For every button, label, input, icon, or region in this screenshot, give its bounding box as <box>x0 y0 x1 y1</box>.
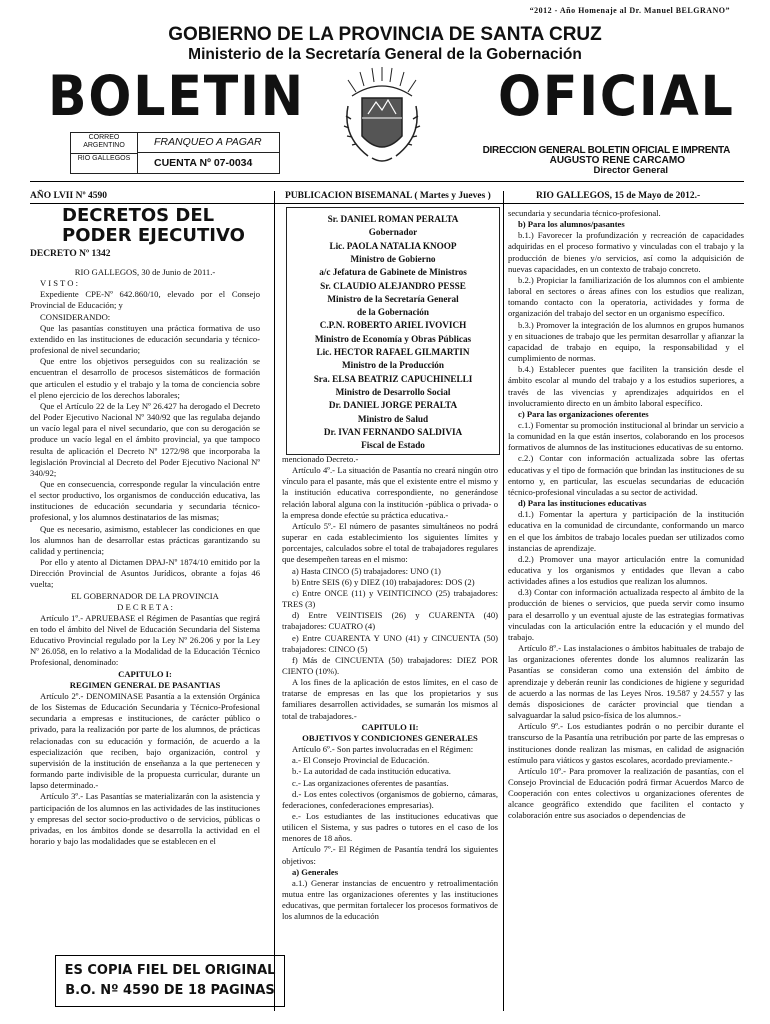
paragraph: b.3.) Promover la integración de los alumnos en grupos humanos y en situaciones de trabajo que les permitan desarrollar y afianzar la capacidad de trabajo en equipo, la responsabilidad y el cumplimiento de normas. <box>508 319 744 364</box>
cuenta-label: CUENTA Nº 07-0034 <box>154 157 253 169</box>
paragraph: Artículo 6º.- Son partes involucradas en el Régimen: <box>292 744 474 755</box>
government-title: GOBIERNO DE LA PROVINCIA DE SANTA CRUZ <box>168 24 602 45</box>
info-rule <box>30 203 744 204</box>
authority-line: Lic. HECTOR RAFAEL GILMARTIN <box>316 347 470 357</box>
paragraph: d.1.) Fomentar la apertura y participación de la institución educativa en la comunidad de circundante, conformando un marco en el que los ámbitos de trabajo locales puedan ser utilizados como instancias de aprendizaje. <box>508 509 744 553</box>
paragraph: c.2.) Contar con información actualizada sobre las ofertas educativas y el tipo de formación que brindan las instituciones de su entorno y, en particular, las escuelas secundarias de educación técnico-profesional vinculadas a su sector de actividad. <box>508 453 744 497</box>
authority-line: Ministro de Desarrollo Social <box>335 386 451 397</box>
paragraph: secundaria y secundaria técnico-profesional. <box>508 208 661 218</box>
coat-of-arms-icon <box>338 66 426 166</box>
column-2-text <box>282 454 498 923</box>
paragraph: b) Para los alumnos/pasantes <box>518 219 625 230</box>
authorities-box <box>286 207 500 455</box>
paragraph: a.- El Consejo Provincial de Educación. <box>292 755 430 766</box>
title-oficial: OFICIAL <box>498 64 735 128</box>
paragraph: CONSIDERANDO: <box>40 311 111 322</box>
paragraph: e.- Los estudiantes de las instituciones educativas que utilicen el Sistema, y sus padres o tutores en el caso de los menores de 18 años. <box>282 811 498 844</box>
paragraph: Por ello y atento al Dictamen DPAJ-Nº 1874/10 emitido por la Dirección Provincial de Asuntos Jurídicos, obrante a fojas 46 vuelta; <box>30 557 260 590</box>
direccion-label: DIRECCION GENERAL BOLETIN OFICIAL E IMPRENTA <box>482 145 730 156</box>
authority-line: Ministro de la Secretaría General <box>327 293 459 304</box>
paragraph: d) Para las instituciones educativas <box>518 498 647 509</box>
column-divider-2 <box>503 191 504 1011</box>
paragraph: CAPITULO II: <box>361 721 419 732</box>
ministry-title: Ministerio de la Secretaría General de la Gobernación <box>188 46 582 63</box>
authority-line: Sr. DANIEL ROMAN PERALTA <box>327 214 459 224</box>
section-title <box>62 206 245 246</box>
paragraph: f) Más de CINCUENTA (50) trabajadores: DIEZ POR CIENTO (10%). <box>282 654 498 676</box>
paragraph: b.2.) Propiciar la familiarización de los alumnos con el ambiente laboral en sectores o áreas afines con los estudios que realizan, tomando contacto con la operatoria, actividades y forma de organización del trabajo del sector en un organismo específico. <box>508 274 744 319</box>
paragraph: Artículo 1º.- APRUEBASE el Régimen de Pasantías que regirá en todo el ámbito del Nivel de Educación Secundaria del Sistema Educativo Provincial regulado por la Ley Nº 26.206 y por la Ley Nº 26.058, en lo relativo a la Modalidad de la Educación Técnico Profesional, denominado: <box>30 612 260 668</box>
paragraph: b.1.) Favorecer la profundización y recreación de capacidades adquiridas en el proceso formativo y vinculadas con el trabajo y la producción de bienes y/o servicios, así como la adquisición de nuevas capacidades, en un contexto de trabajo concreto. <box>508 230 744 274</box>
paragraph: Expediente CPE-Nº 642.860/10, elevado por el Consejo Provincial de Educación; y <box>30 289 260 311</box>
paragraph: CAPITULO I: <box>118 668 172 679</box>
paragraph: e) Entre CUARENTA Y UNO (41) y CINCUENTA (50) trabajadores: CINCO (5) <box>282 632 498 654</box>
publication-frequency: PUBLICACION BISEMANAL ( Martes y Jueves ) <box>285 191 491 201</box>
authority-line: Lic. PAOLA NATALIA KNOOP <box>329 240 457 251</box>
paragraph: Que entre los objetivos perseguidos con su realización se encuentran el desarrollo de procesos sistemáticos de formación que articulen el estudio y el trabajo y la toma de conciencia sobre el pleno ejercicio de los derechos laborales; <box>30 356 260 400</box>
column-divider-1 <box>274 191 275 1011</box>
paragraph: Artículo 8º.- Las instalaciones o ámbitos habituales de trabajo de las organizaciones oferentes donde los alumnos realizarán las Pasantías se consideran como una extensión del ámbito de aprendizaje y deberán reunir las condiciones de higiene y seguridad de acuerdo a las normas de las Leyes Nros. 19.587 y 24.557 y las demás disposiciones de carácter provincial que tiendan a salvaguardar la salud psico-física de los alumnos.- <box>508 643 744 721</box>
authority-line: de la Gobernación <box>357 307 429 318</box>
paragraph: Artículo 3º.- Las Pasantías se materializarán con la asistencia y participación de los alumnos en las actividades de las instituciones y empresas del sector socio-productivo o de servicios, públicas o privadas, en los ámbitos donde se desarrolla la actividad en el horario y bajo las modalidades que se establecen en el <box>30 791 260 846</box>
paragraph: mencionado Decreto.- <box>282 454 359 464</box>
issue-date: RIO GALLEGOS, 15 de Mayo de 2012.- <box>536 191 701 201</box>
column-3-text <box>508 208 744 822</box>
authority-line: Ministro de la Producción <box>342 360 444 371</box>
paragraph: Artículo 5º.- El número de pasantes simultáneos no podrá superar en cada establecimiento los siguientes límites y porcentajes, calculados sobre el total de trabajadores regulares que desempeñen tareas en el mismo: <box>282 520 498 565</box>
director-name: AUGUSTO RENE CARCAMO <box>549 155 685 166</box>
authority-line: Ministro de Gobierno <box>350 253 436 264</box>
paragraph: RIO GALLEGOS, 30 de Junio de 2011.- <box>74 267 216 277</box>
paragraph: a) Hasta CINCO (5) trabajadores: UNO (1) <box>292 565 441 576</box>
director-title: Director General <box>593 165 668 176</box>
paragraph: a.1.) Generar instancias de encuentro y retroalimentación mutua entre las organizaciones oferentes y las instituciones educativas, que permitan fortalecer los procesos formativos de los alumnos de la educación <box>282 877 498 922</box>
paragraph: Artículo 9º.- Los estudiantes podrán o no percibir durante el transcurso de la Pasantía una retribución por parte de las empresas o instituciones donde realizan las mismas, en calidad de asignación estímulo para viáticos y gastos escolares, acordado previamente.- <box>508 721 744 765</box>
paragraph: Artículo 7º.- El Régimen de Pasantía tendrá los siguientes objetivos: <box>282 844 498 866</box>
section-title-line-1: DECRETOS DEL <box>62 205 215 226</box>
paragraph: D E C R E T A : <box>117 601 173 612</box>
paragraph: d.2.) Promover una mayor articulación entre la comunidad educativa y los organismos y entidades que llevan a cabo actividades afines a los estudios que realizan los alumnos. <box>508 553 744 587</box>
paragraph: Artículo 2º.- DENOMINASE Pasantía a la extensión Orgánica de los Sistemas de Educación Secundaria y Técnico-Profesional secundaria a empresas e instituciones, de carácter público o privado, para la realización por parte de los alumnos, de prácticas relacionadas con su educación y formación, de acuerdo a la especialización que reciben, bajo organización, control y supervisión de la institución de enseñanza a la que pertenecen y formando parte indivisible de la propuesta curricular, durante un lapso determinado.- <box>30 690 260 791</box>
copy-line-1: ES COPIA FIEL DEL ORIGINAL <box>64 963 276 978</box>
authority-line: Dr. DANIEL JORGE PERALTA <box>328 400 458 411</box>
motto: “2012 - Año Homenaje al Dr. Manuel BELGRANO” <box>529 6 730 15</box>
paragraph: OBJETIVOS Y CONDICIONES GENERALES <box>302 732 478 743</box>
franqueo-label: FRANQUEO A PAGAR <box>138 133 279 153</box>
decree-number: DECRETO Nº 1342 <box>30 249 111 259</box>
paragraph: a) Generales <box>292 866 339 877</box>
column-1-text <box>30 267 260 847</box>
section-title-line-2: PODER EJECUTIVO <box>62 225 245 246</box>
postal-box <box>70 132 280 174</box>
certified-copy-box <box>55 955 285 1007</box>
paragraph: REGIMEN GENERAL DE PASANTIAS <box>69 679 221 690</box>
correo-label: CORREO ARGENTINO <box>71 133 137 154</box>
paragraph: b.4.) Establecer puentes que faciliten la transición desde el ámbito escolar al mundo del trabajo y a los estudios superiores, a través de las vivencias y aprendizajes adquiridos en el involucramiento directo en un ámbito laboral específico. <box>508 364 744 408</box>
paragraph: Que el Artículo 22 de la Ley Nº 26.427 ha derogado el Decreto del Poder Ejecutivo Nacional Nº 340/92 que las regulaba dejando un vacío legal para el nivel secundario, que con su derogación se produce un vacío legal en el ámbito provincial, ya que tampoco resulta de aplicación el Decreto Nº 1272/98 que incorporaba la legislación Provincial al Decreto del Poder Ejecutivo Nacional Nº 340/92; <box>30 400 260 478</box>
authority-line: a/c Jefatura de Gabinete de Ministros <box>319 267 467 278</box>
paragraph: Artículo 10º.- Para promover la realización de pasantías, con el Consejo Provincial de Educación podrá firmar Acuerdos Marco de Cooperación con entes colectivos u organizaciones oferentes de alcance geográfico extendido que faciliten el contacto y colaboración entre sus asociados o dependencias de <box>508 765 744 821</box>
paragraph: c.1.) Fomentar su promoción institucional al brindar un servicio a la comunidad en la que están insertos, colaborando en los procesos formativos de alumnos de las instituciones educativas de su entorno. <box>508 419 744 453</box>
paragraph: b) Entre SEIS (6) y DIEZ (10) trabajadores: DOS (2) <box>292 576 475 587</box>
title-boletin: BOLETIN <box>48 64 305 128</box>
paragraph: V I S T O : <box>40 278 78 289</box>
paragraph: c.- Las organizaciones oferentes de pasantías. <box>292 777 449 788</box>
paragraph: EL GOBERNADOR DE LA PROVINCIA <box>71 590 219 601</box>
header-rule <box>30 181 744 182</box>
paragraph: c) Entre ONCE (11) y VEINTICINCO (25) trabajadores: TRES (3) <box>282 587 498 610</box>
paragraph: c) Para las organizaciones oferentes <box>518 408 649 419</box>
authority-line: Fiscal de Estado <box>361 440 425 451</box>
paragraph: A los fines de la aplicación de estos límites, en el caso de tratarse de empresas en las que los propietarios y sus familiares desarrollen actividades, se sumarán los mismos al total de trabajadores.- <box>282 677 498 721</box>
authority-line: Sr. CLAUDIO ALEJANDRO PESSE <box>320 280 466 291</box>
authority-line: Dr. IVAN FERNANDO SALDIVIA <box>323 426 463 437</box>
paragraph: Que es necesario, asimismo, establecer las condiciones en que los alumnos han de desarrollar estas prácticas garantizando su calidad y pertinencia; <box>30 523 260 556</box>
paragraph: Artículo 4º.- La situación de Pasantía no creará ningún otro vínculo para el pasante, más que el existente entre el mismo y la institución educativa correspondiente, no generándose relación laboral alguna con la institución -pública o privada- o la empresa donde efectúe su práctica educativa.- <box>282 465 498 520</box>
paragraph: Que en consecuencia, corresponde regular la vinculación entre el sector productivo, los organismos de conducción educativa, las instituciones de educación secundaria y secundaria técnico-profesional, y los alumnos destinatarios de las mismas; <box>30 478 260 523</box>
paragraph: d.3) Contar con información actualizada respecto al ámbito de la producción de bienes o servicios, que pueda servir como insumo para el desarrollo y un eventual ajuste de las estrategias formativas vinculadas con la articulación entre la educación y el mundo del trabajo. <box>508 587 744 642</box>
issue-number: AÑO LVII Nº 4590 <box>30 191 107 201</box>
paragraph: b.- La autoridad de cada institución educativa. <box>292 766 451 777</box>
authority-line: Ministro de Economía y Obras Públicas <box>314 333 472 344</box>
paragraph: d.- Los entes colectivos (organismos de gobierno, cámaras, federaciones, confederaciones empresarias). <box>282 788 498 810</box>
authority-line: Gobernador <box>368 227 418 238</box>
rio-label: RIO GALLEGOS <box>77 155 131 162</box>
copy-line-2: B.O. Nº 4590 DE 18 PAGINAS <box>65 983 275 998</box>
paragraph: d) Entre VEINTISEIS (26) y CUARENTA (40) trabajadores: CUATRO (4) <box>282 610 498 632</box>
authority-line: C.P.N. ROBERTO ARIEL IVOVICH <box>319 320 467 331</box>
authority-line: Ministro de Salud <box>357 413 429 424</box>
authority-line: Sra. ELSA BEATRIZ CAPUCHINELLI <box>313 373 473 384</box>
paragraph: Que las pasantías constituyen una práctica formativa de uso extendido en las instituciones de educación secundaria y técnico-profesional de nivel secundario; <box>30 322 260 356</box>
